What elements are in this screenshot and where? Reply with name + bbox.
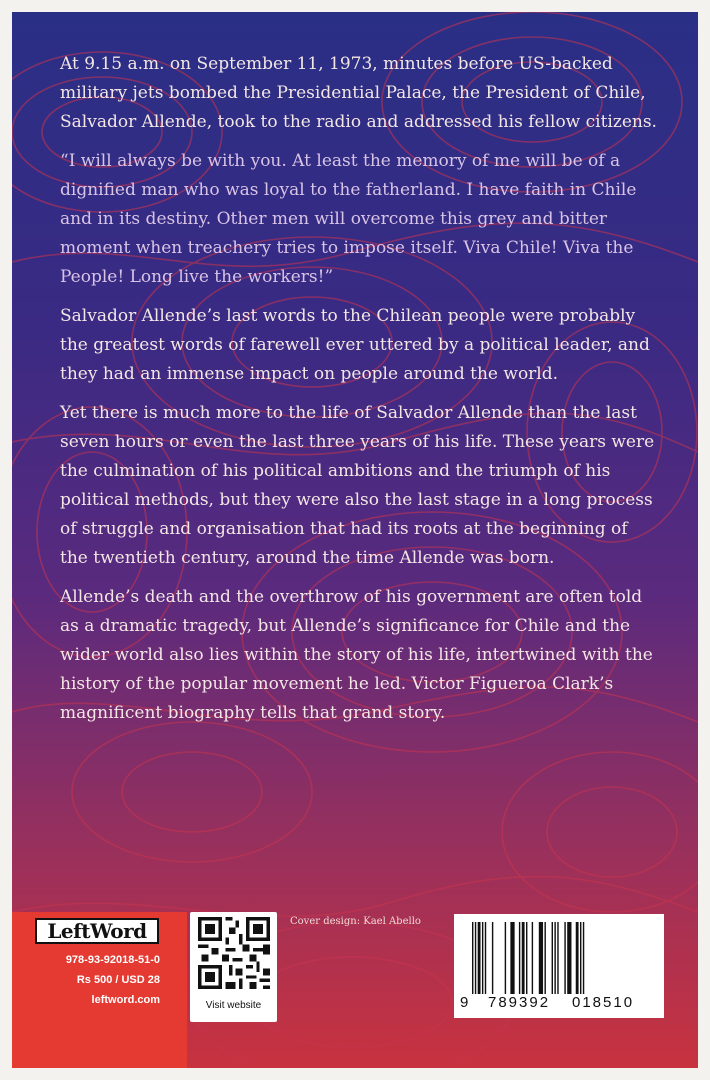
barcode-bar	[583, 922, 584, 994]
barcode-bar	[522, 922, 525, 994]
barcode-bar	[505, 922, 506, 994]
barcode-bar	[485, 922, 486, 994]
publisher-info	[20, 950, 160, 1010]
barcode-bar	[519, 922, 520, 994]
barcode-bar	[532, 922, 533, 994]
barcode-bar	[472, 922, 473, 994]
allende-quote: “I will always be with you. At least the memory of me will be of a dignified man who was loyal to the fatherland. I have faith in Chile and in its destiny. Other men will overcome this grey and bitter moment when treachery tries to impose itself. Viva Chile! Viva the People! Long live the workers!”	[60, 151, 637, 287]
barcode-bar	[544, 922, 545, 994]
barcode-icon	[472, 922, 652, 994]
price-text: Rs 500 / USD 28	[76, 974, 160, 986]
qr-code-card[interactable]	[190, 912, 277, 1022]
barcode-bar	[526, 922, 527, 994]
paragraph-5: Allende’s death and the overthrow of his government are often told as a dramatic tragedy, but Allende’s significance for Chile and the wider world also lies within the story of his life, intertwined with the history of the popular movement he led. Victor Figueroa Clark’s magnificent biography tells that grand story.	[60, 587, 653, 723]
blurb	[60, 50, 660, 738]
website-text[interactable]: leftword.com	[91, 994, 160, 1006]
isbn-barcode	[454, 914, 664, 1018]
barcode-bar	[482, 922, 483, 994]
cover-design-credit: Cover design: Kael Abello	[290, 916, 421, 927]
barcode-digits	[454, 994, 664, 1014]
barcode-bar	[478, 922, 481, 994]
barcode-bar	[564, 922, 565, 994]
barcode-bar	[580, 922, 581, 994]
back-cover	[12, 12, 698, 1068]
leftword-logo: LeftWord	[35, 918, 159, 944]
barcode-bar	[557, 922, 558, 994]
barcode-bar	[510, 922, 514, 994]
barcode-lead-digit: 9	[460, 994, 469, 1011]
barcode-right-digits: 018510	[572, 994, 635, 1011]
barcode-bar	[475, 922, 476, 994]
paragraph-3: Salvador Allende’s last words to the Chilean people were probably the greatest words of farewell ever uttered by a political leader, and they had an immense impact on people around the world.	[60, 306, 650, 384]
barcode-left-digits: 789392	[488, 994, 551, 1011]
paragraph-1: At 9.15 a.m. on September 11, 1973, minutes before US-backed military jets bombed the Presidential Palace, the President of Chile, Salvador Allende, took to the radio and addressed his fellow citizens.	[60, 54, 657, 132]
barcode-bar	[539, 922, 543, 994]
barcode-bar	[492, 922, 493, 994]
barcode-bar	[576, 922, 579, 994]
barcode-bar	[554, 922, 555, 994]
qr-code-icon	[198, 917, 270, 989]
isbn-text: 978-93-92018-51-0	[65, 954, 160, 966]
qr-label: Visit website	[205, 1000, 262, 1011]
paragraph-4: Yet there is much more to the life of Salvador Allende than the last seven hours or even the last three years of his life. These years were the culmination of his political ambitions and the triumph of his political methods, but they were also the last stage in a long process of struggle and organisation that had its roots at the beginning of the twentieth century, around the time Allende was born.	[60, 403, 655, 568]
barcode-bar	[567, 922, 571, 994]
barcode-bar	[552, 922, 553, 994]
